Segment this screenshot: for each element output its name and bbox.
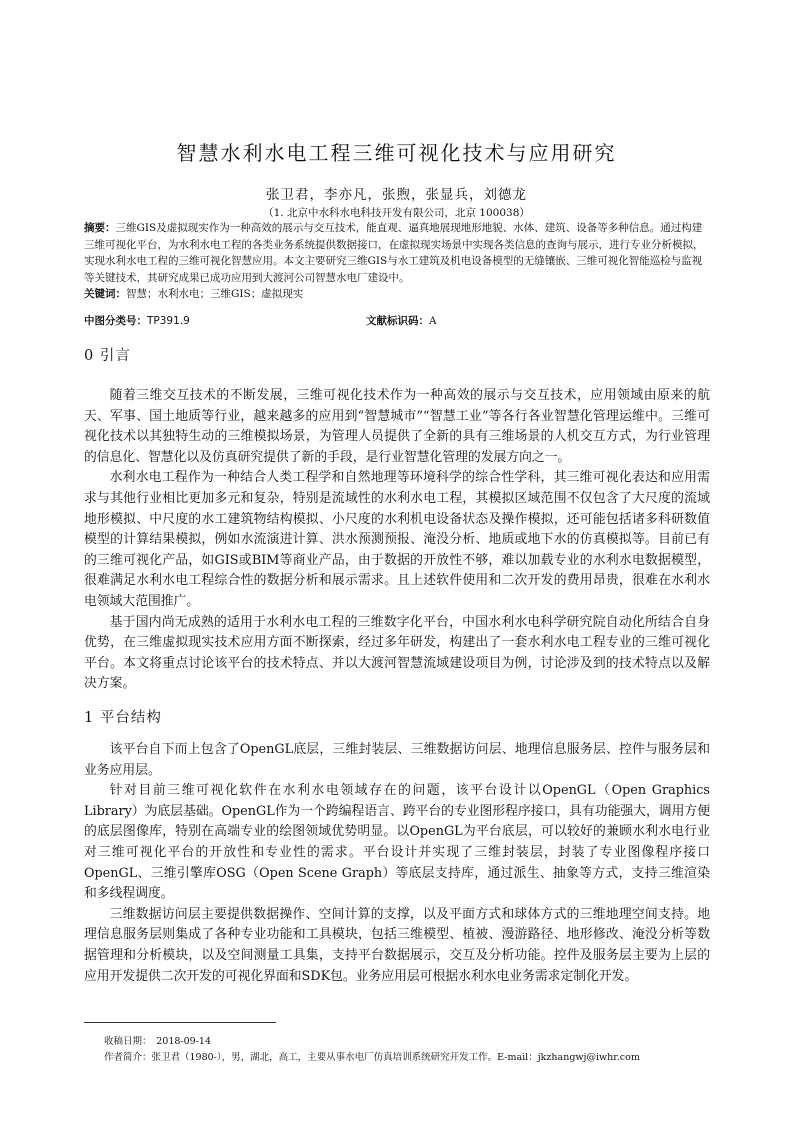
footnote-author: 作者简介：张卫君（1980-），男，湖北，高工，主要从事水电厂仿真培训系统研究开发工作。E-mail：jkzhangwj@iwhr.com xyxy=(104,1052,640,1063)
paper-title: 智慧水利水电工程三维可视化技术与应用研究 xyxy=(176,141,617,165)
paragraph: 该平台自下而上包含了OpenGL底层，三维封装层、三维数据访问层、地理信息服务层、控件与服务层和业务应用层。 xyxy=(84,742,710,778)
section-heading-intro: 0 引言 xyxy=(84,348,131,364)
classification-value: TP391.9 xyxy=(147,315,190,327)
classification-row xyxy=(84,313,710,328)
footnote-received: 收稿日期： 2018-09-14 xyxy=(104,1036,212,1047)
classification-label: 中图分类号： xyxy=(84,315,147,327)
paragraph: 基于国内尚无成熟的适用于水利水电工程的三维数字化平台，中国水利水电科学研究院自动化所结合自身优势，在三维虚拟现实技术应用方面不断探索，经过多年研发，构建出了一套水利水电工程专业的三维可视化平台。本文将重点讨论该平台的技术特点、并以大渡河智慧流域建设项目为例，讨论涉及到的技术特点以及解决方案。 xyxy=(84,614,710,692)
section-heading-structure: 1 平台结构 xyxy=(84,710,162,726)
affiliation: （1. 北京中水科水电科技开发有限公司，北京 100038） xyxy=(263,207,530,219)
section-body-intro xyxy=(84,386,710,695)
paragraph: 针对目前三维可视化软件在水利水电领域存在的问题，该平台设计以OpenGL（Open Graphics Library）为底层基础。OpenGL作为一个跨编程语言、跨平台的专业图形程序接口，具有功能强大，调用方便的底层图像库，特别在高端专业的绘图领域优势明显。以OpenGL为平台底层，可以较好的兼顾水利水电行业对三维可视化平台的开放性和专业性的需求。平台设计并实现了三维封装层，封装了专业图像程序接口OpenGL、三维引擎库OSG（Open Scene Graph）等底层支持库，通过派生、抽象等方式，支持三维渲染和多线程调度。 xyxy=(84,783,710,902)
section-body-structure xyxy=(84,740,710,987)
doc-code-value: A xyxy=(429,315,437,327)
paragraph: 三维数据访问层主要提供数据操作、空间计算的支撑，以及平面方式和球体方式的三维地理空间支持。地理信息服务层则集成了各种专业功能和工具模块，包括三维模型、植被、漫游路径、地形修改、淹没分析等数据管理和分析模块，以及空间测量工具集，支持平台数据展示，交互及分析功能。控件及服务层主要为上层的应用开发提供二次开发的可视化界面和SDK包。业务应用层可根据水利水电业务需求定制化开发。 xyxy=(84,906,710,984)
paragraph: 水利水电工程作为一种结合人类工程学和自然地理等环境科学的综合性学科，其三维可视化表达和应用需求与其他行业相比更加多元和复杂，特别是流域性的水利水电工程，其模拟区域范围不仅包含了大尺度的流域地形模拟、中尺度的水工建筑物结构模拟、小尺度的水利机电设备状态及操作模拟，还可能包括诸多科研数值模型的计算结果模拟，例如水流演进计算、洪水预测预报、淹没分析、地质或地下水的仿真模拟等。目前已有的三维可视化产品，如GIS或BIM等商业产品，由于数据的开放性不够，难以加载专业的水利水电数据模型，很难满足水利水电工程综合性的数据分析和展示需求。且上述软件使用和二次开发的费用昂贵，很难在水利水电领域大范围推广。 xyxy=(84,470,710,609)
abstract-text: 三维GIS及虚拟现实作为一种高效的展示与交互技术，能直观、逼真地展现地形地貌、水体、建筑、设备等多种信息。通过构建三维可视化平台，为水利水电工程的各类业务系统提供数据接口，在虚拟现实场景中实现各类信息的查询与展示，进行专业分析模拟，实现水利水电工程的三维可视化智慧应用。本文主要研究三维GIS与水工建筑及机电设备模型的无缝镶嵌、三维可视化智能巡检与监视等关键技术，其研究成果已成功应用到大渡河公司智慧水电厂建设中。 xyxy=(84,222,704,284)
footnote-divider xyxy=(84,1022,276,1023)
keywords-text: 智慧；水利水电；三维GIS；虚拟现实 xyxy=(126,288,304,300)
abstract xyxy=(84,220,710,303)
doc-code-label: 文献标识码： xyxy=(366,315,429,327)
keywords-label: 关键词： xyxy=(84,288,126,300)
paragraph: 随着三维交互技术的不断发展，三维可视化技术作为一种高效的展示与交互技术，应用领域由原来的航天、军事、国土地质等行业，越来越多的应用到“智慧城市”“智慧工业”等各行各业智慧化管理运维中。三维可视化技术以其独特生动的三维模拟场景，为管理人员提供了全新的具有三维场景的人机交互方式，为行业管理的信息化、智慧化以及仿真研究提供了新的手段，是行业智慧化管理的发展方向之一。 xyxy=(84,388,710,465)
doc-code xyxy=(366,313,437,328)
keywords xyxy=(84,286,710,303)
author-list: 张卫君，李亦凡，张煦，张显兵，刘德龙 xyxy=(266,187,527,203)
abstract-label: 摘要： xyxy=(84,222,116,234)
